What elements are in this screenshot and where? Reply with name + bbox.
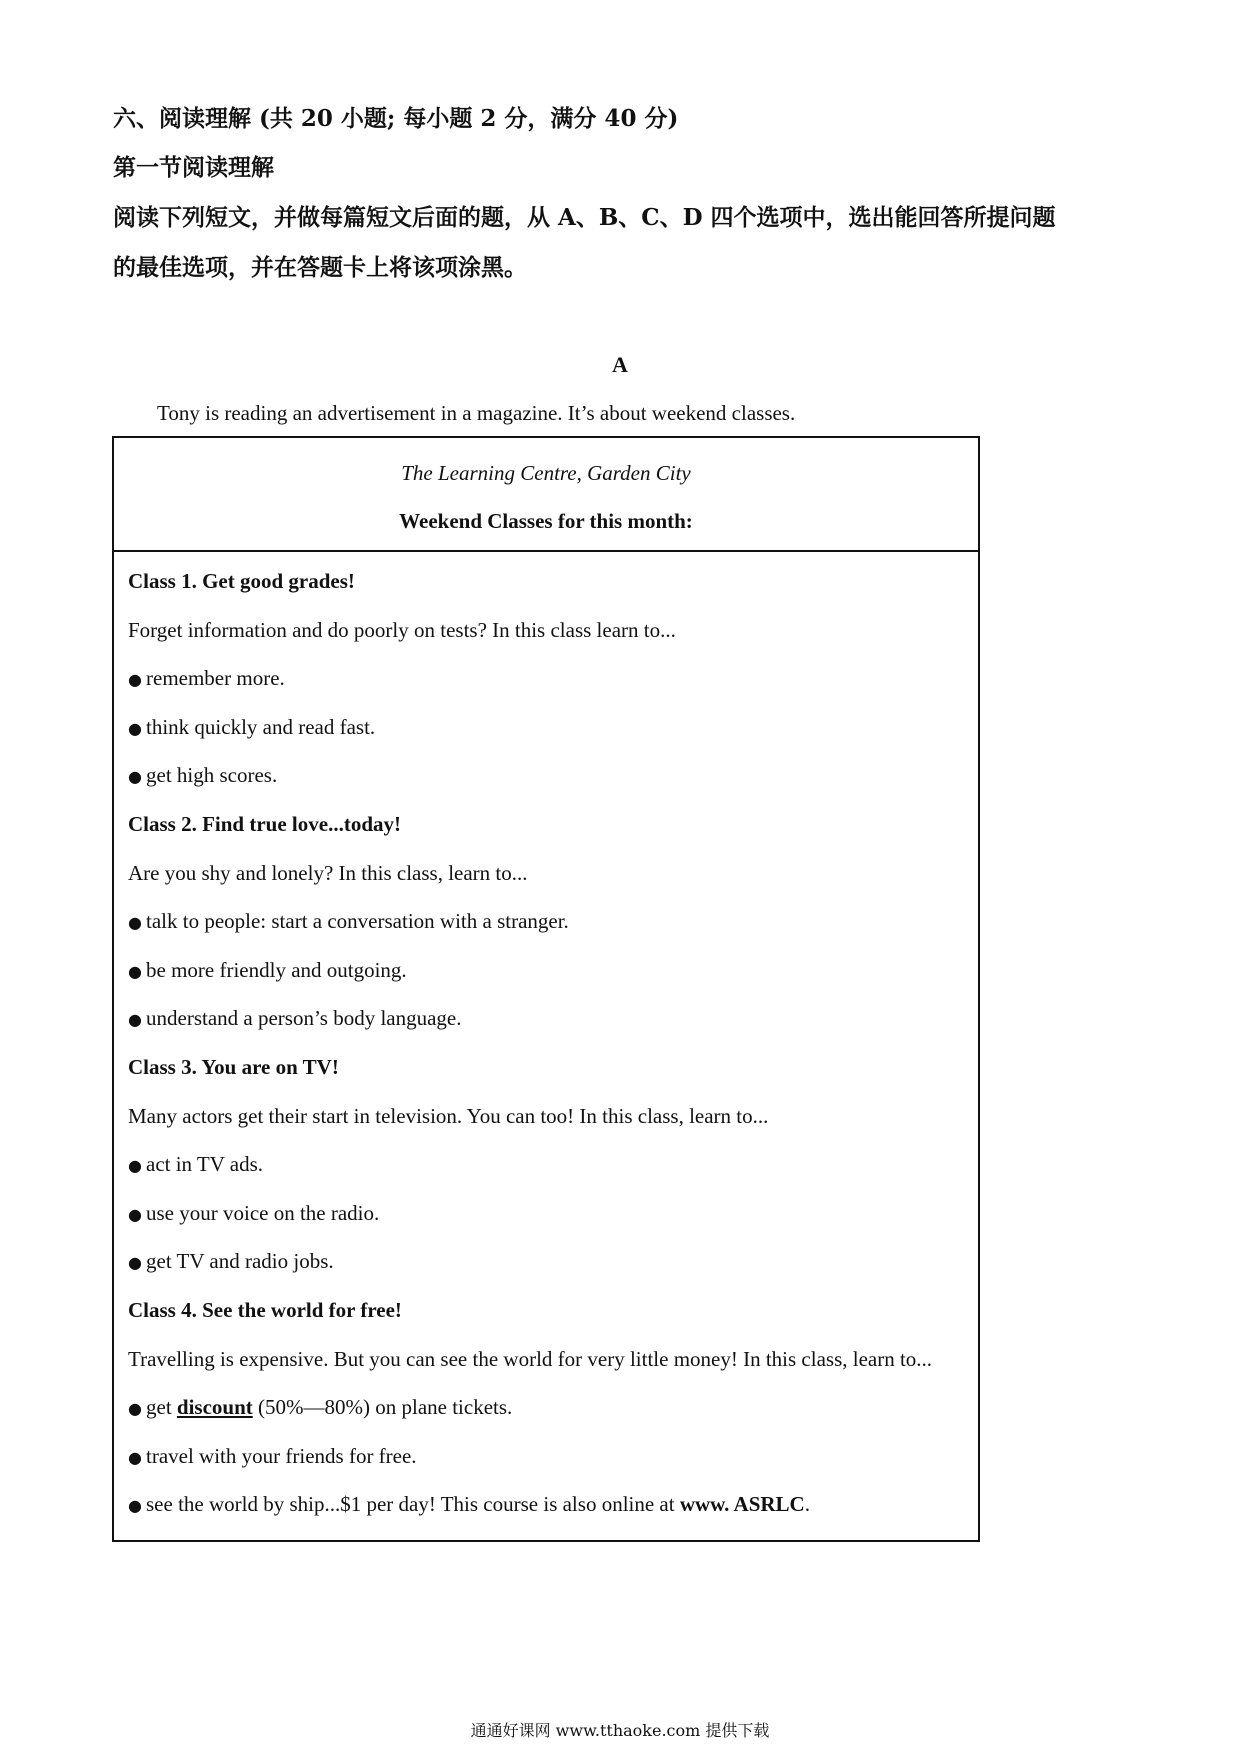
advertisement-header [114,438,978,552]
point-text: travel with your friends for free. [146,1443,417,1468]
class-4-description: Travelling is expensive. But you can see the world for very little money! In this class, learn to... [128,1346,933,1371]
class-3-point-1 [128,1151,968,1200]
point-suffix: . [804,1492,810,1517]
advertisement-body [128,568,968,1540]
advertisement-title: Weekend Classes for this month: [399,509,693,533]
bullet-icon: ● [128,1496,142,1516]
bullet-icon: ● [128,1156,142,1176]
class-3-description: Many actors get their start in television. You can too! In this class, learn to... [128,1103,769,1128]
class-1-point-1 [128,665,968,714]
class-2-description: Are you shy and lonely? In this class, learn to... [128,860,528,885]
bullet-icon: ● [128,1253,142,1273]
passage-intro: Tony is reading an advertisement in a magazine. It’s about weekend classes. [157,401,796,425]
class-1-point-3 [128,762,968,811]
point-text: act in TV ads. [146,1152,264,1177]
advertisement-subtitle: The Learning Centre, Garden City [401,461,691,485]
class-3-heading: Class 3. You are on TV! [128,1054,339,1079]
footer-source: 通通好课网 www.tthaoke.com 提供下载 [470,1721,770,1740]
class-2-point-3 [128,1005,968,1054]
point-text: remember more. [146,666,285,691]
point-prefix: see the world by ship...$1 per day! This course is also online at [146,1492,680,1517]
bullet-icon: ● [128,1010,142,1030]
point-text: get high scores. [146,763,278,788]
bullet-icon: ● [128,767,142,787]
point-prefix: get [146,1395,177,1420]
class-4-point-2 [128,1443,968,1492]
point-text: be more friendly and outgoing. [146,957,407,982]
class-2-point-1 [128,908,968,957]
point-text: use your voice on the radio. [146,1200,380,1225]
point-text: get TV and radio jobs. [146,1249,334,1274]
bullet-icon: ● [128,670,142,690]
class-4-heading: Class 4. See the world for free! [128,1297,402,1322]
class-3-point-3 [128,1248,968,1297]
class-2-heading: Class 2. Find true love...today! [128,811,401,836]
point-text: understand a person’s body language. [146,1006,462,1031]
class-2-point-2 [128,957,968,1006]
section-part: 第一节阅读理解 [113,154,274,181]
class-4-point-1 [128,1394,968,1443]
point-suffix: (50%—80%) on plane tickets. [252,1395,513,1420]
bullet-icon: ● [128,1399,142,1419]
discount-keyword: discount [176,1395,253,1420]
point-text: talk to people: start a conversation with a stranger. [146,909,569,934]
bullet-icon: ● [128,1204,142,1224]
instruction-line-2: 的最佳选项，并在答题卡上将该项涂黑。 [113,254,527,281]
point-text: think quickly and read fast. [146,714,376,739]
instruction-line-1: 阅读下列短文，并做每篇短文后面的题，从 A、B、C、D 四个选项中，选出能回答所提问题 [113,204,1056,231]
passage-label: A [612,352,628,377]
advertisement-box [112,436,980,1542]
class-1-heading: Class 1. Get good grades! [128,569,355,593]
bullet-icon: ● [128,1447,142,1467]
section-title: 六、阅读理解 (共 20 小题; 每小题 2 分，满分 40 分) [113,105,679,132]
class-3-point-2 [128,1200,968,1249]
bullet-icon: ● [128,913,142,933]
class-1-point-2 [128,714,968,763]
class-4-point-3 [128,1491,968,1540]
class-1-description: Forget information and do poorly on tests? In this class learn to... [128,617,676,642]
course-website: www. ASRLC [679,1492,805,1517]
bullet-icon: ● [128,718,142,738]
bullet-icon: ● [128,961,142,981]
